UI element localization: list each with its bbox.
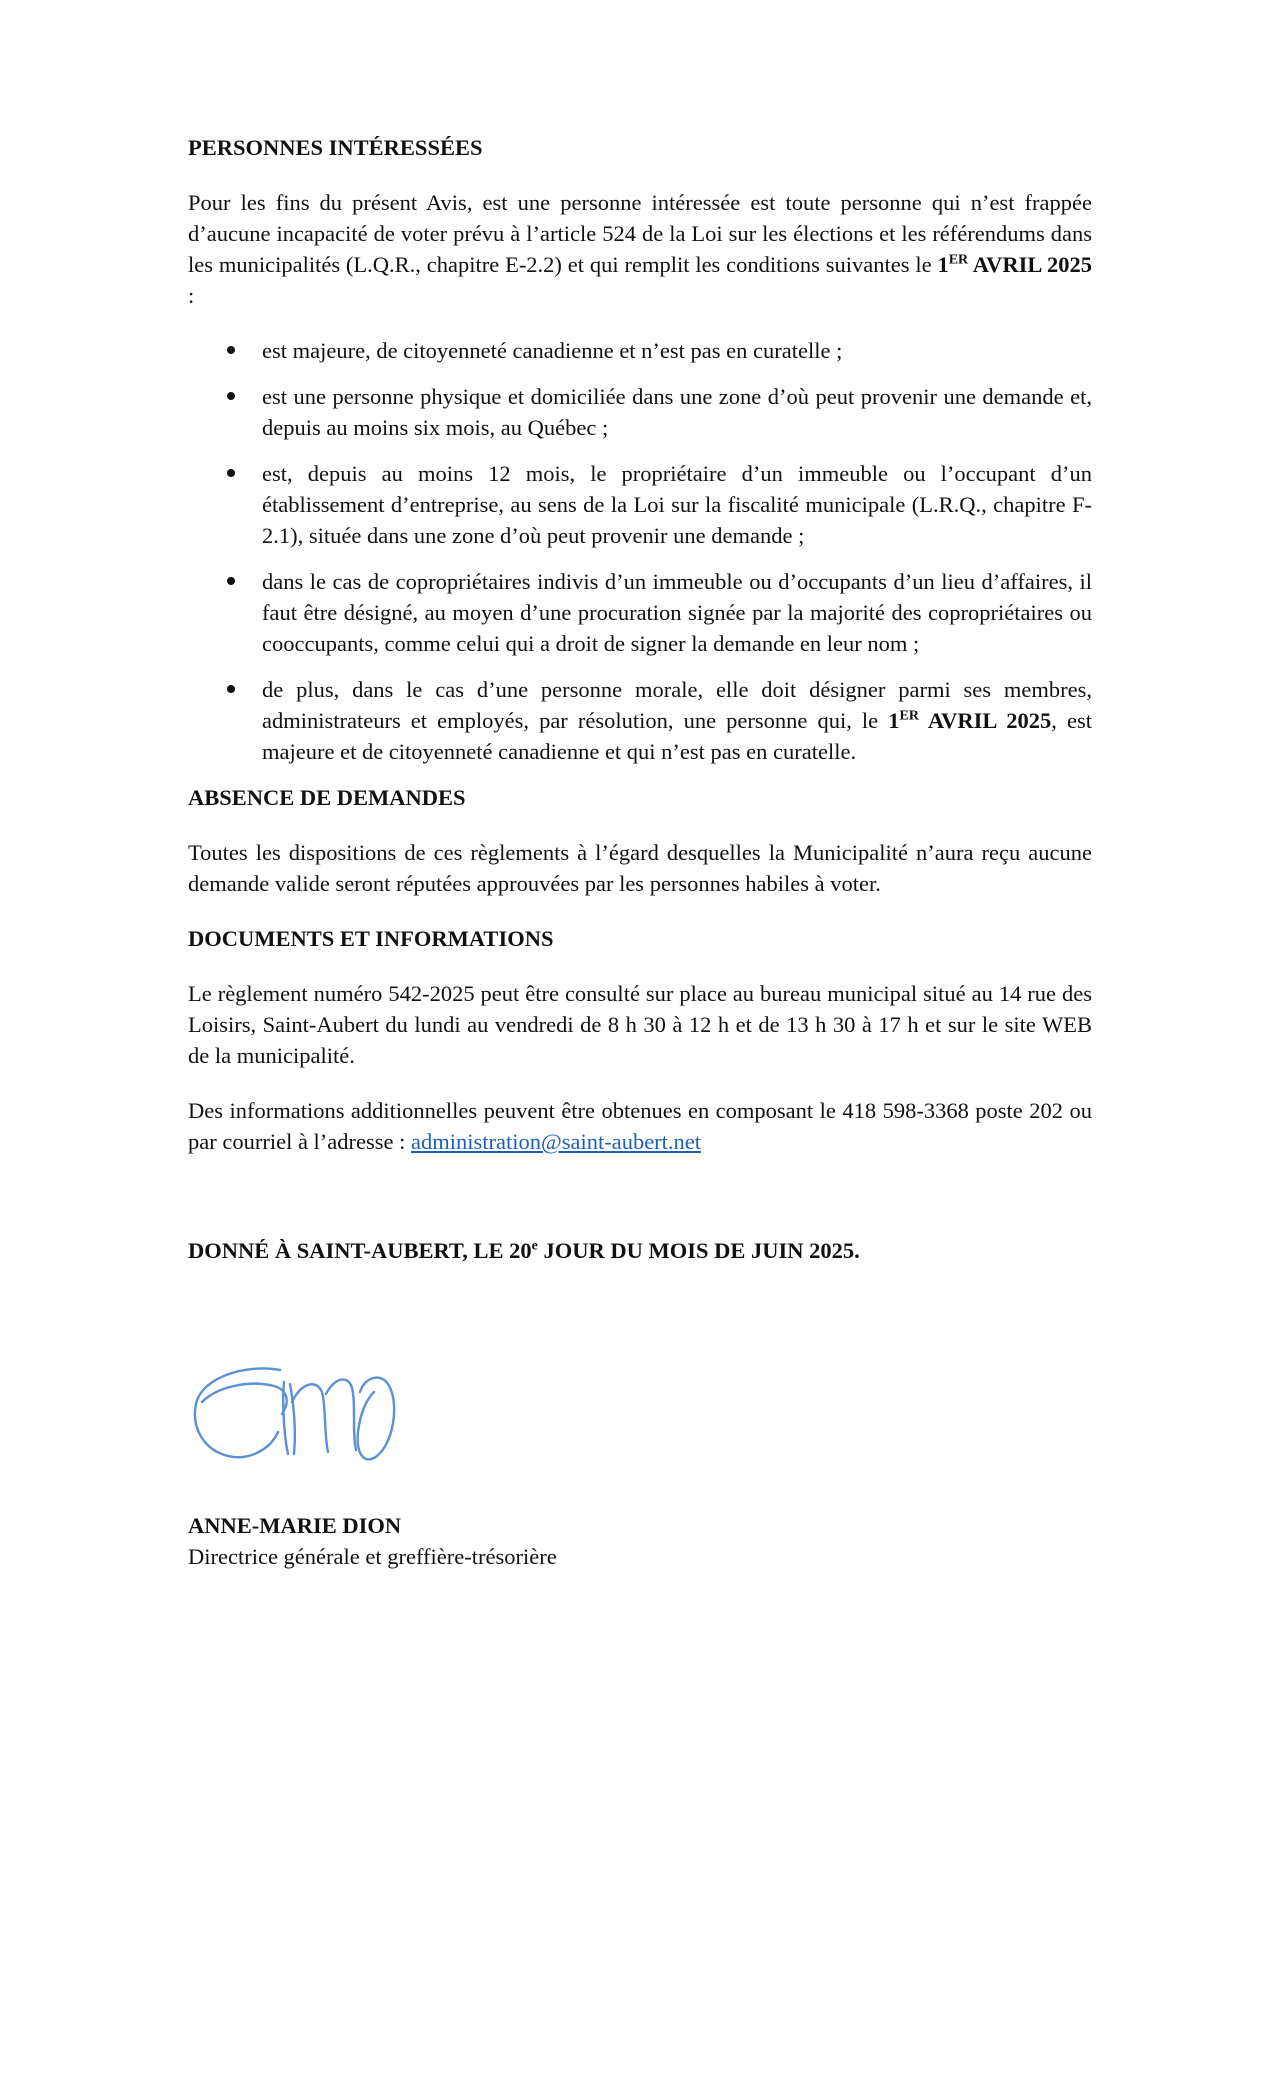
email-link[interactable]: administration@saint-aubert.net [411,1129,702,1154]
signatory-title: Directrice générale et greffière-trésorière [188,1544,557,1569]
notice-page [188,132,1092,1572]
bullet-icon [227,685,235,693]
heading-interested-persons: PERSONNES INTÉRESSÉES [188,135,483,160]
heading-documents-info: DOCUMENTS ET INFORMATIONS [188,926,554,951]
list-item: de plus, dans le cas d’une personne morale, elle doit désigner parmi ses membres, administrateurs et employés, par résolution, une personne qui, le 1ER AVRIL 2025, est majeure et de citoyenneté canadienne et qui n’est pas en curatelle. [188,674,1092,767]
bullet-icon [227,392,235,400]
contact-text: Des informations additionnelles peuvent être obtenues en composant le 418 598-3368 poste 202 ou par courriel à l’adresse : administration@saint-aubert.net [188,1098,1092,1154]
bullet-icon [227,346,235,354]
date-april-1: 1ER AVRIL 2025 [937,252,1092,277]
list-item: est majeure, de citoyenneté canadienne et n’est pas en curatelle ; [188,335,1092,366]
bullet-icon [227,469,235,477]
list-item: dans le cas de copropriétaires indivis d’un immeuble ou d’occupants d’un lieu d’affaires, il faut être désigné, au moyen d’une procuration signée par la majorité des copropriétaires ou cooccupants, comme celui qui a droit de signer la demande en leur nom ; [188,566,1092,659]
list-item: est, depuis au moins 12 mois, le propriétaire d’un immeuble ou l’occupant d’un établissement d’entreprise, au sens de la Loi sur la fiscalité municipale (L.R.Q., chapitre F-2.1), située dans une zone d’où peut provenir une demande ; [188,458,1092,551]
bullet-icon [227,577,235,585]
signature-icon [188,1362,448,1480]
absence-text: Toutes les dispositions de ces règlements à l’égard desquelles la Municipalité n’aura reçu aucune demande valide seront réputées approuvées par les personnes habiles à voter. [188,840,1092,896]
list-item: est une personne physique et domiciliée dans une zone d’où peut provenir une demande et, depuis au moins six mois, au Québec ; [188,381,1092,443]
signatory-name: ANNE-MARIE DION [188,1513,402,1538]
conditions-list [188,335,1092,767]
date-april-1-b: 1ER AVRIL 2025 [888,708,1052,733]
signature [188,1362,1092,1480]
interested-persons-intro: Pour les fins du présent Avis, est une personne intéressée est toute personne qui n’est frappée d’aucune incapacité de voter prévu à l’article 524 de la Loi sur les élections et les référendums dans les municipalités (L.Q.R., chapitre E-2.2) et qui remplit les conditions suivantes le 1ER AVRIL 2025 : [188,190,1092,308]
given-at-line: DONNÉ À SAINT-AUBERT, LE 20e JOUR DU MOIS DE JUIN 2025. [188,1238,860,1263]
heading-absence-of-requests: ABSENCE DE DEMANDES [188,785,466,810]
documents-text: Le règlement numéro 542-2025 peut être consulté sur place au bureau municipal situé au 14 rue des Loisirs, Saint-Aubert du lundi au vendredi de 8 h 30 à 12 h et de 13 h 30 à 17 h et sur le site WEB de la municipalité. [188,981,1092,1068]
